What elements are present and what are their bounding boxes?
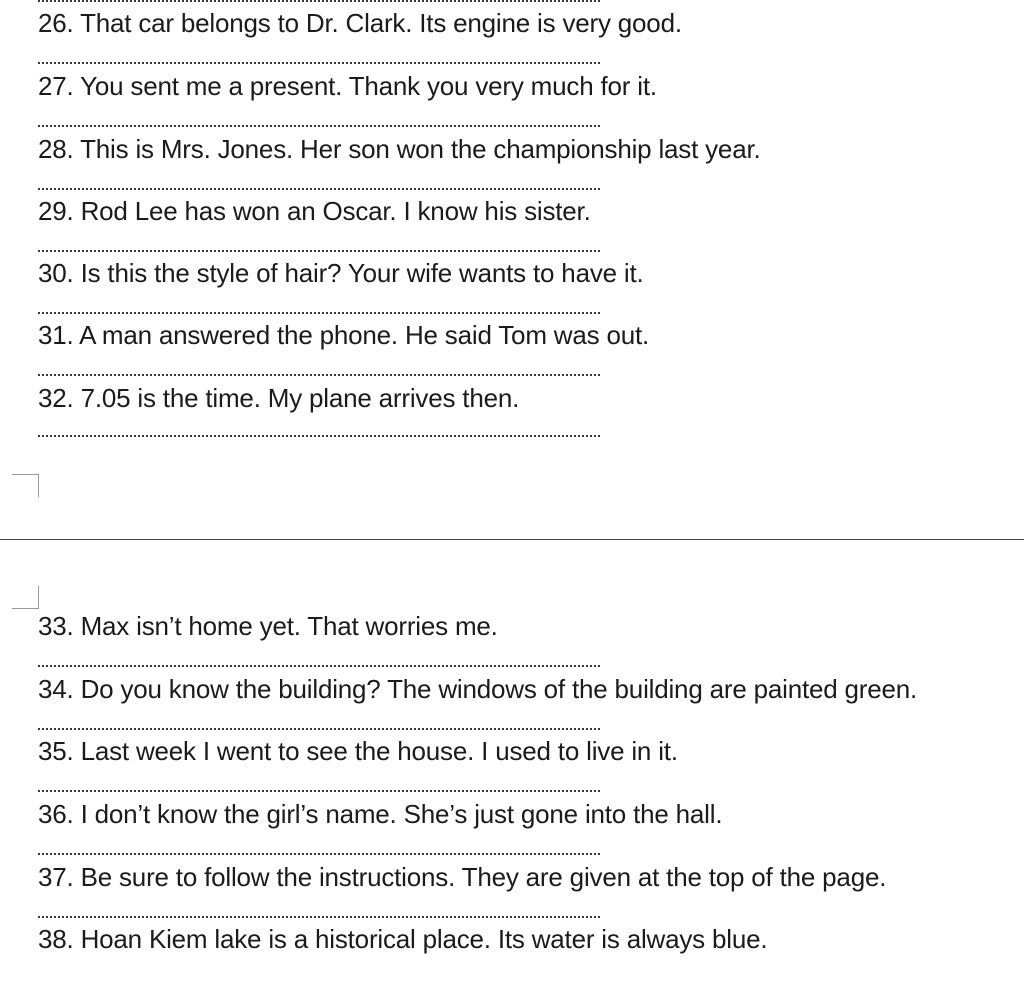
item-number: 34. (38, 674, 74, 704)
answer-line[interactable] (38, 916, 600, 918)
sentence-text (38, 258, 998, 288)
exercise-item-34 (38, 674, 998, 704)
item-text: You sent me a present. Thank you very much for it. (80, 71, 657, 101)
sentence-text (38, 196, 998, 226)
answer-line-previous (38, 0, 600, 2)
exercise-item-26 (38, 8, 998, 38)
answer-line[interactable] (38, 435, 600, 437)
item-text: Hoan Kiem lake is a historical place. Its water is always blue. (80, 924, 768, 954)
item-text: 7.05 is the time. My plane arrives then. (80, 383, 520, 413)
exercise-item-31 (38, 320, 998, 350)
sentence-text (38, 799, 998, 829)
sentence-text (38, 134, 998, 164)
exercise-item-30 (38, 258, 998, 288)
sentence-text (38, 320, 998, 350)
item-number: 26. (38, 8, 74, 38)
item-text: This is Mrs. Jones. Her son won the championship last year. (80, 134, 761, 164)
answer-line[interactable] (38, 853, 600, 855)
item-number: 36. (38, 799, 74, 829)
item-text: Is this the style of hair? Your wife wants to have it. (80, 258, 644, 288)
answer-line[interactable] (38, 62, 600, 64)
item-number: 28. (38, 134, 74, 164)
exercise-item-38 (38, 924, 998, 954)
item-number: 32. (38, 383, 74, 413)
exercise-item-35 (38, 736, 998, 766)
sentence-text (38, 862, 998, 892)
item-text: Do you know the building? The windows of the building are painted green. (80, 674, 918, 704)
exercise-item-32 (38, 383, 998, 413)
page-break-divider (0, 539, 1024, 540)
answer-line[interactable] (38, 188, 600, 190)
item-number: 31. (38, 320, 74, 350)
item-text: Be sure to follow the instructions. They are given at the top of the page. (80, 862, 887, 892)
item-number: 38. (38, 924, 74, 954)
item-text: Max isn’t home yet. That worries me. (80, 611, 498, 641)
answer-line[interactable] (38, 250, 600, 252)
answer-line[interactable] (38, 374, 600, 376)
item-number: 27. (38, 71, 74, 101)
answer-line[interactable] (38, 790, 600, 792)
item-text: That car belongs to Dr. Clark. Its engine is very good. (80, 8, 682, 38)
page-corner-mark (12, 586, 39, 609)
item-text: I don’t know the girl’s name. She’s just gone into the hall. (80, 799, 723, 829)
item-number: 30. (38, 258, 74, 288)
sentence-text (38, 674, 998, 704)
answer-line[interactable] (38, 125, 600, 127)
page-corner-mark (12, 474, 39, 497)
item-number: 33. (38, 611, 74, 641)
answer-line[interactable] (38, 665, 600, 667)
answer-line[interactable] (38, 728, 600, 730)
exercise-item-27 (38, 71, 998, 101)
item-number: 29. (38, 196, 74, 226)
exercise-item-36 (38, 799, 998, 829)
item-text: Last week I went to see the house. I used to live in it. (80, 736, 678, 766)
sentence-text (38, 71, 998, 101)
exercise-item-28 (38, 134, 998, 164)
sentence-text (38, 383, 998, 413)
sentence-text (38, 736, 998, 766)
exercise-item-29 (38, 196, 998, 226)
item-number: 37. (38, 862, 74, 892)
document-page-lower (0, 541, 1024, 1006)
exercise-item-33 (38, 611, 998, 641)
sentence-text (38, 8, 998, 38)
sentence-text (38, 924, 998, 954)
exercise-item-37 (38, 862, 998, 892)
answer-line[interactable] (38, 312, 600, 314)
item-text: A man answered the phone. He said Tom was out. (79, 320, 650, 350)
item-text: Rod Lee has won an Oscar. I know his sister. (80, 196, 591, 226)
sentence-text (38, 611, 998, 641)
item-number: 35. (38, 736, 74, 766)
